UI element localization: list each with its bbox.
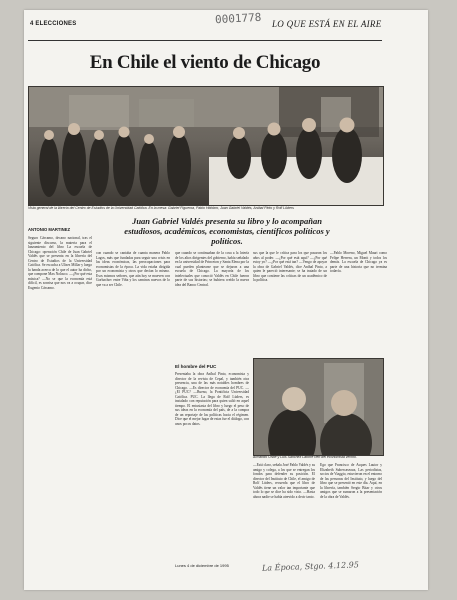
article-column-7: —Está claro, señala José Pablo Valdés y su amigo y colega, a los que se entregan los fondos para defender su posición. El director del Instituto de Chile, el amigo de Rolf Lüders, recuerda que el libro de Valdés tiene un valor tan importante que todo lo que se dice ha sido visto. —Hasta ahora nadie se había atrevido a decir tanto. — [253, 463, 315, 499]
secondary-photo-scene — [254, 359, 383, 455]
byline: ANTONIO MARTINEZ — [28, 227, 71, 232]
photo-caption: Vista general de la librería del Centro de Estudios de la Universidad Católica. En la mesa: Gabriel Figueroa, Pablo Hidobro, Juan Gabriel Valdés, Aníbal Pinto y Rolf Lüders — [28, 206, 294, 210]
handwritten-note: La Época, Stgo. 4.12.95 — [261, 560, 359, 573]
publication-date: Lunes 4 de diciembre de 1995 — [175, 563, 229, 568]
subheadline: Juan Gabriel Valdés presenta su libro y lo acompañan estudiosos, académicos, economistas, científicos políticos y políticos. — [124, 216, 330, 246]
article-column-1: Seguro Cárcamo, decano nacional, tras el siguiente discurso, la materia para el lanzamiento del libro La escuela de Chicago: operación Chile de Juan Gabriel Valdés que se presenta en la librería del Centro de Estudios de la Universidad Católica. Se escucha a Ulises Millar y luego la banda acerca de lo que el autor ha dicho, que compone Max Nolasco. —¿Por qué esta música? —No se que la economía está difícil, es sonrisa que nos va a ocupar, dice Eugenio Cárcamo. — [28, 236, 92, 290]
section-title: LO QUE ESTÁ EN EL AIRE — [272, 19, 382, 29]
secondary-photo — [253, 358, 384, 456]
headline: En Chile el viento de Chicago — [89, 52, 321, 73]
main-photo — [28, 86, 384, 206]
article-column-6: Presentaba la obra Aníbal Pinto, economista y director de la revista de Cepal, y también otra presencia, una de las más notables hombres de Chicago. —Es director de economía del PUC. —¿El PUC? —Bueno, la Pontificia Universidad Católica. PUC. La llega de Rolf Lüders, es instalado con reputación para quien salió en aquel tiempo. El entusiasta del libro y luego el peso de sus ideas en la economía del país, de a la compra de un reportaje de las políticas hacia el régimen. Dice que el mejor lugar de estas fue el diálogo, con unos pocos datos. — [175, 372, 249, 426]
article-column-5: —Pablo Moreno, Miguel Mauri como Felipe Herrera, un Montt y todos los demás. La escuela de Chicago ya es parte de una historia que no termina todavía. — [330, 251, 387, 273]
main-photo-scene — [29, 87, 383, 205]
article-column-4: sus que la que le crítica para los que pasaron los años al poder. —¿Por qué está aquí? —¿Por qué estoy yo? —¿Por qué está tan? —Vengo de apoyar la obra de Gabriel Valdés, dice Aníbal Pinto, a quien le pareció interesante; se ha tratado de un libro que contiene las críticas de un académico de la política. — [253, 251, 327, 282]
article-column-8: Ego que Francisco de Asques Lautor y Elizabeth Subercaseaux, Las periodistas, socios de Viaggio, estuvieron en el entorno de las personas del Instituto, y luego del libro que se presentó en este día. Aquí, en la librería, también Sergio Bitar y otros amigos que se sumaron a la presentación de la obra de Valdés. — [320, 463, 382, 499]
archive-stamp: 0001778 — [214, 10, 262, 27]
secondary-photo-caption: Armando Uribe y Luis Sánchez Latorre ríen del economista vecino. — [253, 455, 357, 459]
section-label: 4 ELECCIONES — [30, 21, 77, 27]
header-rule — [28, 40, 382, 41]
section-subtitle: El hombre del PUC — [175, 364, 217, 369]
article-column-3: que cuando se continuaban de la cosa a la lotería de los altos dirigentes del gobierno, había señalado en la universidad de Princeton y Santa Elena por la cual pueden plantearse que se dejaron a una escuela de Chicago. La mayoría de los intelectuales que conoció Valdés en Chile fueron parte de sus historias; se hubiera creído la nueva idea del Banco Central. — [175, 251, 249, 287]
article-column-2: con cuando se cantaba de cuanta manera Pablo Lagos, más que fundadas para seguir una crisis en las ideas económicas, las preocupaciones para economistas de la época. La vida estaba dirigida por un economista y otros que decían lo mismo. Esos mismos señores, que aún hoy se mueven con Gorbachov entre Viña y los caminos nuevos de lo que va a ser Chile. — [96, 251, 170, 287]
